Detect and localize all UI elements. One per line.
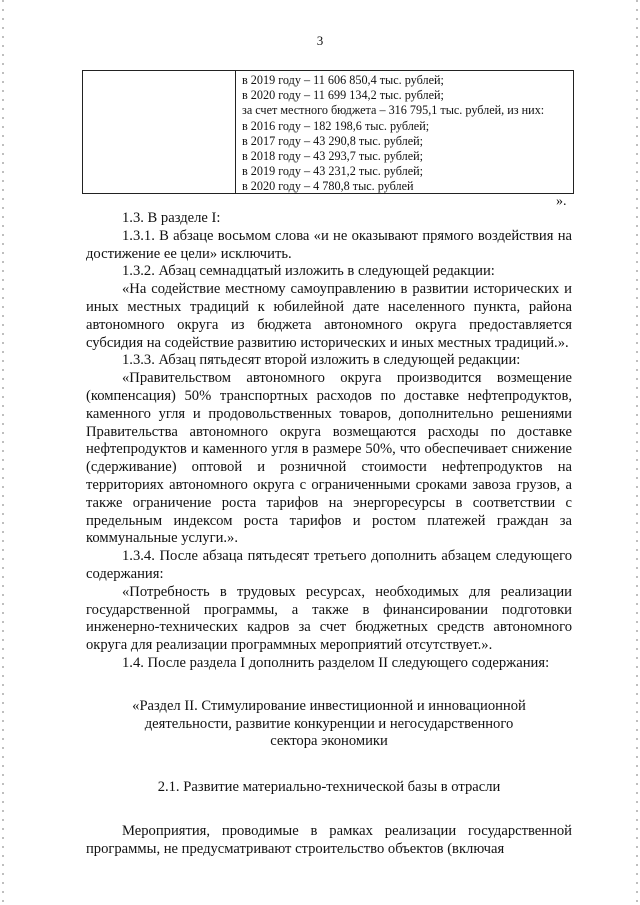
closing-quote: ». <box>556 194 567 209</box>
table-line: в 2019 году – 11 606 850,4 тыс. рублей; <box>242 73 444 87</box>
table-line: в 2016 году – 182 198,6 тыс. рублей; <box>242 118 430 133</box>
table-line: в 2019 году – 43 231,2 тыс. рублей; <box>242 164 424 179</box>
paragraph-1-3-1: 1.3.1. В абзаце восьмом слова «и не оказывают прямого воздействия на достижение ее цели» исключить. <box>86 227 572 262</box>
budget-table <box>82 70 574 194</box>
section-heading-line: сектора экономики <box>270 733 388 750</box>
scan-edge-left <box>2 0 4 905</box>
paragraph-1-4: 1.4. После раздела I дополнить разделом II следующего содержания: <box>122 654 550 671</box>
paragraph-1-3-3: 1.3.3. Абзац пятьдесят второй изложить в следующей редакции: <box>122 352 521 369</box>
table-right-cell <box>236 71 573 193</box>
paragraph-1-3-4: 1.3.4. После абзаца пятьдесят третьего дополнить абзацем следующего содержания: <box>86 548 572 582</box>
page-number: 3 <box>316 33 324 48</box>
scan-edge-right <box>636 0 638 905</box>
subsection-heading: 2.1. Развитие материально-технической базы в отрасли <box>157 779 501 796</box>
paragraph-1-3-2: 1.3.2. Абзац семнадцатый изложить в следующей редакции: <box>122 263 495 280</box>
section-heading-line: «Раздел II. Стимулирование инвестиционной и инновационной <box>132 697 526 714</box>
section-heading-line: деятельности, развитие конкуренции и негосударственного <box>144 715 514 732</box>
table-line: в 2020 году – 4 780,8 тыс. рублей <box>242 179 414 194</box>
table-line: в 2017 году – 43 290,8 тыс. рублей; <box>242 133 424 148</box>
table-line: в 2020 году – 11 699 134,2 тыс. рублей; <box>242 88 444 103</box>
quoted-paragraph-traditions: «На содействие местному самоуправлению в развитии исторических и иных местных традиций к юбилейной дате населенного пункта, района автономного округа из бюджета автономного округа предоставляется субсидия на содействие развитию исторических и иных местных традиций.». <box>86 281 572 351</box>
table-left-cell <box>83 71 236 193</box>
last-paragraph: Мероприятия, проводимые в рамках реализации государственной программы, не предусматривают строительство объектов (включая <box>86 822 572 857</box>
document-body <box>86 210 572 859</box>
table-line: в 2018 году – 43 293,7 тыс. рублей; <box>242 149 424 164</box>
quoted-paragraph-labor: «Потребность в трудовых ресурсах, необходимых для реализации государственной программы, а также в финансировании подготовки инженерно-технических кадров за счет бюджетных средств автономного округа для реализации программных мероприятий отсутствует.». <box>86 583 572 654</box>
section-heading <box>86 698 572 751</box>
table-line: за счет местного бюджета – 316 795,1 тыс. рублей, из них: <box>242 103 545 118</box>
paragraph-1-3: 1.3. В разделе I: <box>122 210 221 226</box>
quoted-paragraph-compensation: «Правительством автономного округа производится возмещение (компенсация) 50% транспортных расходов по доставке нефтепродуктов, каменного угля и продовольственных товаров, дополнительно решениями Правительства автономного округа возмещаются расходы по доставке нефтепродуктов и каменного угля в размере 50%, что обеспечивает снижение (сдерживание) оптовой и розничной стоимости нефтепродуктов на территориях автономного округа с ограниченными сроками завоза грузов, а также ограничение роста тарифов на энергоресурсы в соответствии с предельным индексом роста тарифов и ростом платежей граждан за коммунальные услуги.». <box>86 370 572 547</box>
